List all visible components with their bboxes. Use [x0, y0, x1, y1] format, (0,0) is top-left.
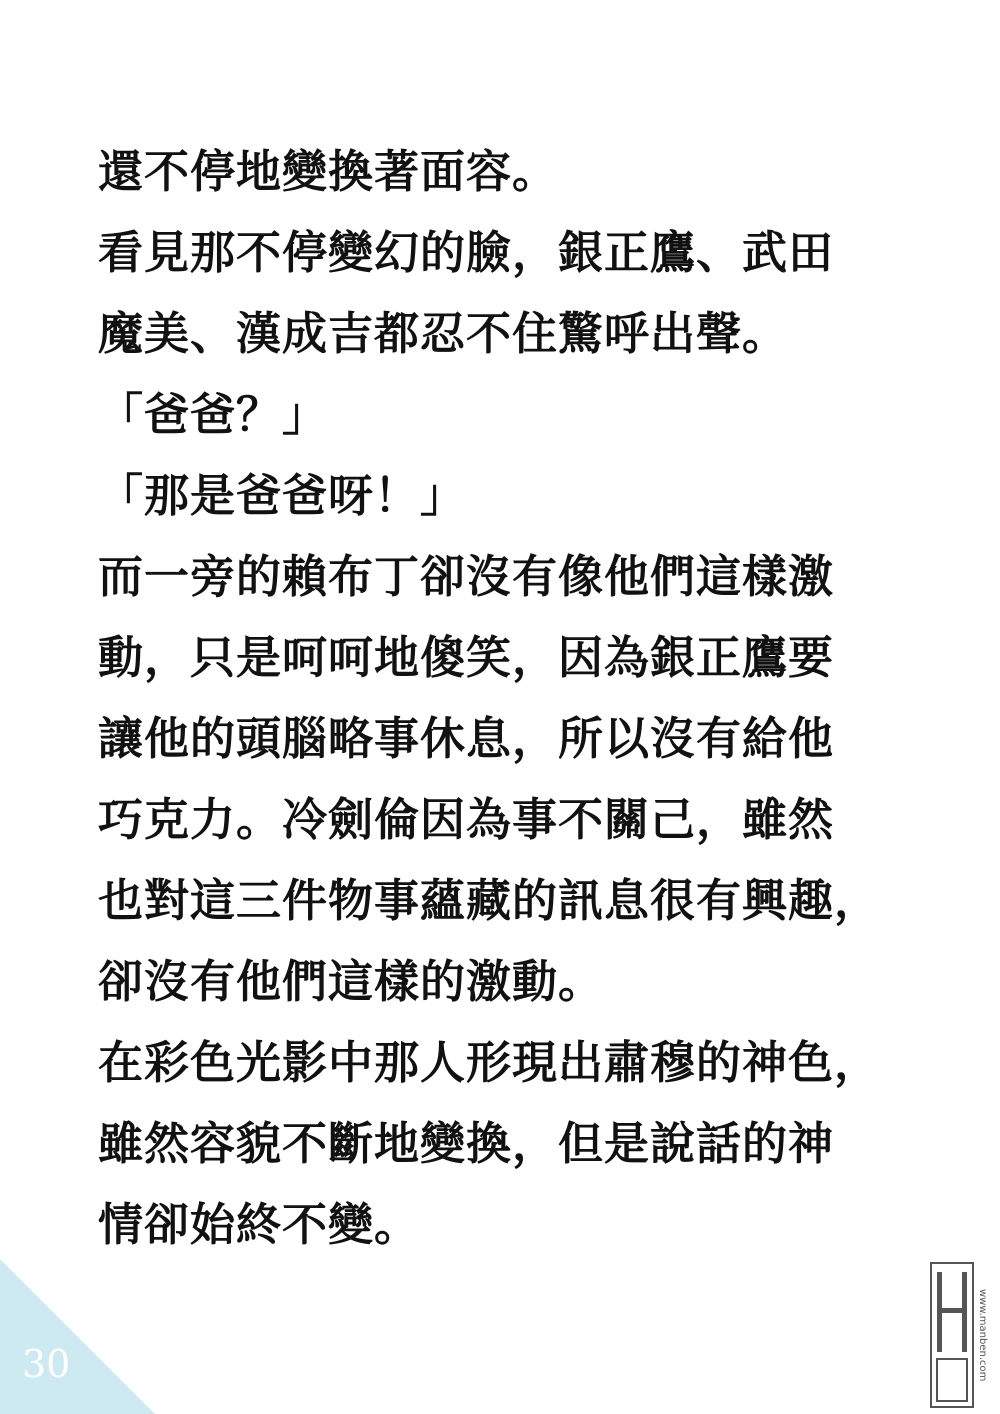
text-line-8: 讓他的頭腦略事休息，所以沒有給他: [98, 712, 835, 765]
text-line-13: 雖然容貌不斷地變換，但是說話的神: [98, 1117, 835, 1170]
watermark-logo-icon: [930, 1262, 974, 1408]
watermark: [930, 1262, 990, 1408]
body-text: [98, 131, 968, 1265]
logo-glyph-icon: [937, 1272, 967, 1352]
text-line-1: 還不停地變換著面容。: [98, 145, 559, 198]
page-number: 30: [22, 1342, 71, 1386]
logo-block-icon: [936, 1358, 968, 1402]
text-line-9: 巧克力。冷劍倫因為事不關己，雖然: [98, 793, 835, 846]
text-line-5: 「那是爸爸呀！」: [98, 469, 467, 522]
text-line-14: 情卻始終不變。: [98, 1198, 421, 1251]
text-line-12: 在彩色光影中那人形現出肅穆的神色，: [98, 1036, 881, 1089]
text-line-6: 而一旁的賴布丁卻沒有像他們這樣激: [98, 550, 835, 603]
text-line-3: 魔美、漢成吉都忍不住驚呼出聲。: [98, 307, 789, 360]
text-line-10: 也對這三件物事蘊藏的訊息很有興趣，: [98, 874, 881, 927]
watermark-url: www.manben.com: [977, 1288, 988, 1382]
text-line-7: 動，只是呵呵地傻笑，因為銀正鷹要: [98, 631, 835, 684]
corner-triangle-decoration: [0, 1259, 155, 1414]
text-line-2: 看見那不停變幻的臉，銀正鷹、武田: [98, 226, 835, 279]
text-line-11: 卻沒有他們這樣的激動。: [98, 955, 605, 1008]
text-line-4: 「爸爸？」: [98, 388, 329, 441]
